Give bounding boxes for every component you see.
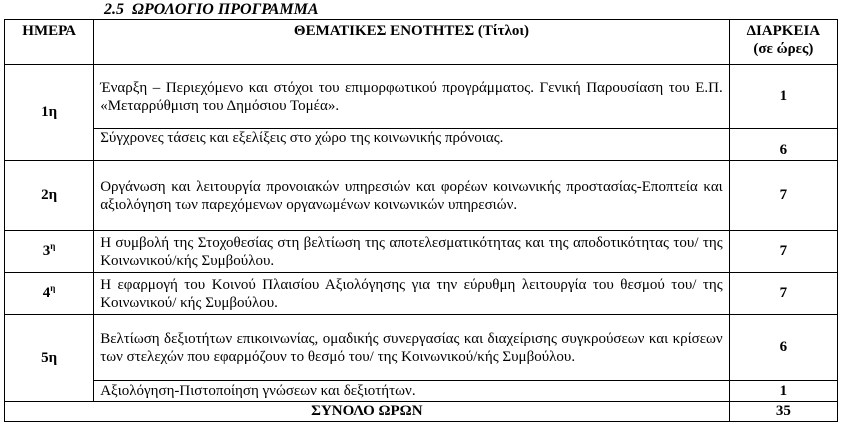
header-topics: ΘΕΜΑΤΙΚΕΣ ΕΝΟΤΗΤΕΣ (Τίτλοι): [94, 20, 730, 65]
hours-cell: 1: [729, 381, 837, 402]
hours-cell: 7: [729, 231, 837, 273]
schedule-table: [4, 19, 838, 422]
hours-cell: 6: [729, 129, 837, 161]
total-label: ΣΥΝΟΛΟ ΩΡΩΝ: [5, 402, 730, 422]
hours-cell: 7: [729, 161, 837, 231]
header-duration: [729, 20, 837, 65]
header-row: [5, 20, 838, 65]
table-row: [5, 381, 838, 402]
topic-cell: Οργάνωση και λειτουργία προνοιακών υπηρεσιών και φορέων κοινωνικής προστασίας-Εποπτεία και αξιολόγηση των παρεχόμενων οργανωμένων κοινωνικών υπηρεσιών.: [94, 161, 730, 231]
header-duration-line1: ΔΙΑΡΚΕΙΑ: [746, 23, 821, 39]
header-day: ΗΜΕΡΑ: [5, 20, 94, 65]
day-cell: $3^\eta$: [5, 231, 94, 273]
topic-cell: Αξιολόγηση-Πιστοποίηση γνώσεων και δεξιοτήτων.: [94, 381, 730, 402]
table-row: [5, 315, 838, 381]
table-row: [5, 161, 838, 231]
topic-cell: Βελτίωση δεξιοτήτων επικοινωνίας, ομαδικής συνεργασίας και διαχείρισης συγκρούσεων και κρίσεων των στελεχών που εφαρμόζουν το θεσμό του/ της Κοινωνικού/κής Συμβούλου.: [94, 315, 730, 381]
topic-cell: Η συμβολή της Στοχοθεσίας στη βελτίωση της αποτελεσματικότητας και της αποδοτικότητας του/ της Κοινωνικού/κής Συμβούλου.: [94, 231, 730, 273]
day-cell: 5η: [5, 315, 94, 402]
table-row: [5, 129, 838, 161]
table-row: [5, 65, 838, 129]
table-row: [5, 231, 838, 273]
hours-cell: 1: [729, 65, 837, 129]
section-heading: [104, 1, 319, 19]
table-row: [5, 273, 838, 315]
day-cell: $4^\eta$: [5, 273, 94, 315]
section-title-text: ΩΡΟΛΟΓΙΟ ΠΡΟΓΡΑΜΜΑ: [132, 1, 319, 18]
total-hours: 35: [729, 402, 837, 422]
topic-cell: Έναρξη – Περιεχόμενο και στόχοι του επιμορφωτικού προγράμματος. Γενική Παρουσίαση του Ε.Π. «Μεταρρύθμιση του Δημόσιου Τομέα».: [94, 65, 730, 129]
topic-cell: Η εφαρμογή του Κοινού Πλαισίου Αξιολόγησης για την εύρυθμη λειτουργία του θεσμού του/ της Κοινωνικού/ κής Συμβούλου.: [94, 273, 730, 315]
hours-cell: 6: [729, 315, 837, 381]
day-cell: 2η: [5, 161, 94, 231]
header-duration-line2: (σε ώρες): [753, 41, 814, 57]
day-cell: 1η: [5, 65, 94, 161]
topic-cell: Σύγχρονες τάσεις και εξελίξεις στο χώρο της κοινωνικής πρόνοιας.: [94, 129, 730, 161]
section-number: 2.5: [104, 1, 124, 18]
hours-cell: 7: [729, 273, 837, 315]
total-row: [5, 402, 838, 422]
